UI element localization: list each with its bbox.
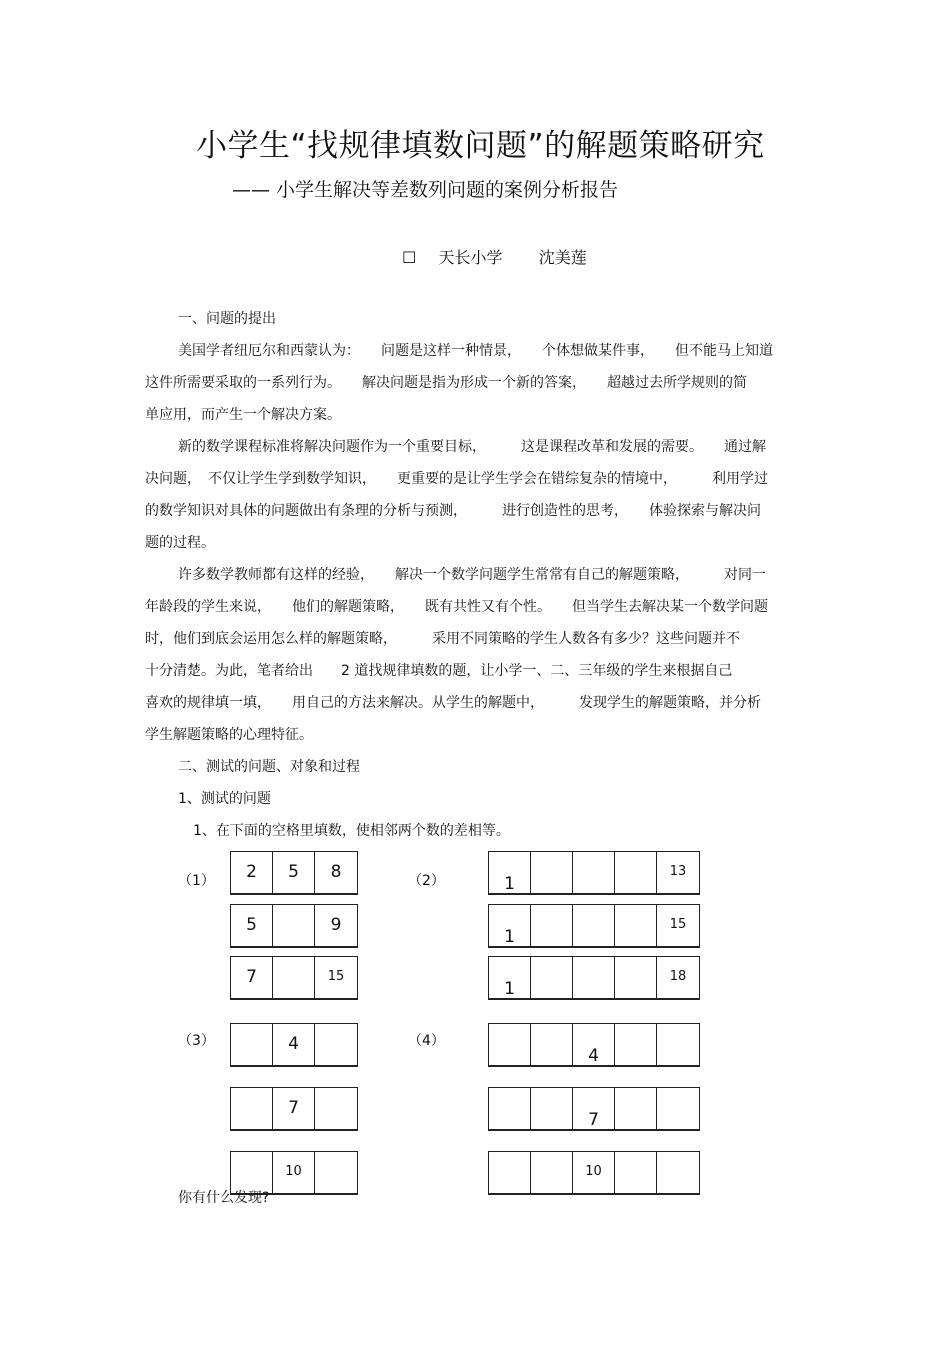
grid-cell[interactable] bbox=[531, 957, 573, 998]
number-grid bbox=[230, 1023, 358, 1067]
author-line bbox=[402, 245, 587, 268]
grid-cell[interactable] bbox=[489, 1152, 531, 1193]
paragraph-line: 的数学知识对具体的问题做出有条理的分析与预测， 进行创造性的思考， 体验探索与解决问 bbox=[145, 503, 761, 519]
author-name: 沈美莲 bbox=[538, 248, 587, 267]
paragraph-line: 时，他们到底会运用怎么样的解题策略， 采用不同策略的学生人数各有多少？这些问题并不 bbox=[145, 631, 740, 647]
question-text: 你有什么发现? bbox=[178, 1190, 270, 1206]
grid-cell[interactable] bbox=[315, 1088, 357, 1129]
paragraph-line: 决问题， 不仅让学生学到数学知识， 更重要的是让学生学会在错综复杂的情境中， 利用学过 bbox=[145, 471, 768, 487]
paragraph-line: 学生解题策略的心理特征。 bbox=[145, 727, 313, 743]
checkbox-icon: ☐ bbox=[402, 248, 417, 267]
grid-cell[interactable]: 1 bbox=[489, 957, 531, 998]
grid-cell[interactable] bbox=[657, 1024, 699, 1065]
grid-cell[interactable] bbox=[615, 1024, 657, 1065]
paragraph-line: 新的数学课程标准将解决问题作为一个重要目标， 这是课程改革和发展的需要。 通过解 bbox=[178, 439, 766, 455]
grid-cell[interactable] bbox=[657, 1088, 699, 1129]
grid-cell[interactable]: 7 bbox=[231, 957, 273, 998]
problem-instruction: 1、在下面的空格里填数，使相邻两个数的差相等。 bbox=[193, 823, 510, 839]
grid-cell[interactable] bbox=[489, 1024, 531, 1065]
grid-cell[interactable]: 5 bbox=[231, 905, 273, 946]
grid-cell[interactable] bbox=[231, 1088, 273, 1129]
grid-cell[interactable] bbox=[231, 1152, 273, 1193]
grid-cell[interactable]: 15 bbox=[327, 969, 345, 984]
grid-cell[interactable]: 5 bbox=[273, 852, 315, 893]
grid-cell[interactable]: 18 bbox=[669, 969, 687, 984]
paragraph-line: 喜欢的规律填一填， 用自己的方法来解决。从学生的解题中， 发现学生的解题策略，并分析 bbox=[145, 695, 761, 711]
grid-cell[interactable] bbox=[531, 905, 573, 946]
paragraph-line: 这件所需要采取的一系列行为。 解决问题是指为形成一个新的答案， 超越过去所学规则的简 bbox=[145, 375, 747, 391]
section-heading-1: 一、问题的提出 bbox=[178, 311, 276, 327]
grid-cell[interactable]: 10 bbox=[573, 1152, 615, 1193]
grid-cell[interactable] bbox=[573, 957, 615, 998]
problem-label-1: （1） bbox=[178, 873, 215, 889]
number-grid bbox=[488, 904, 700, 948]
number-grid bbox=[488, 1087, 700, 1131]
grid-cell[interactable]: 4 bbox=[273, 1024, 315, 1065]
grid-cell[interactable] bbox=[531, 1024, 573, 1065]
problem-label-3: （3） bbox=[178, 1033, 215, 1049]
number-grid bbox=[488, 1023, 700, 1067]
grid-cell[interactable] bbox=[573, 852, 615, 893]
grid-cell[interactable]: 1 bbox=[489, 905, 531, 946]
grid-cell[interactable] bbox=[531, 1088, 573, 1129]
grid-cell[interactable] bbox=[615, 957, 657, 998]
grid-cell[interactable] bbox=[231, 1024, 273, 1065]
paragraph-line: 美国学者纽厄尔和西蒙认为： 问题是这样一种情景， 个体想做某件事， 但不能马上知道 bbox=[178, 343, 773, 359]
number-grid bbox=[230, 1087, 358, 1131]
grid-cell[interactable] bbox=[273, 957, 315, 998]
grid-cell[interactable]: 1 bbox=[489, 852, 531, 893]
paragraph-line: 题的过程。 bbox=[145, 535, 215, 551]
paragraph-line: 年龄段的学生来说， 他们的解题策略， 既有共性又有个性。 但当学生去解决某一个数学问题 bbox=[145, 599, 768, 615]
grid-cell[interactable]: 9 bbox=[330, 915, 342, 935]
grid-cell[interactable] bbox=[273, 905, 315, 946]
paragraph-line: 单应用，而产生一个解决方案。 bbox=[145, 407, 341, 423]
problem-label-4: （4） bbox=[408, 1033, 445, 1049]
problem-label-2: （2） bbox=[408, 873, 445, 889]
grid-cell[interactable]: 4 bbox=[573, 1024, 615, 1065]
grid-cell[interactable] bbox=[531, 1152, 573, 1193]
grid-cell[interactable] bbox=[315, 1024, 357, 1065]
document-subtitle: —— 小学生解决等差数列问题的案例分析报告 bbox=[232, 179, 619, 201]
number-grid bbox=[230, 904, 358, 948]
author-school: 天长小学 bbox=[438, 248, 503, 267]
number-grid bbox=[488, 1151, 700, 1195]
number-grid bbox=[488, 851, 700, 895]
grid-cell[interactable]: 15 bbox=[669, 917, 687, 932]
grid-cell[interactable]: 7 bbox=[273, 1088, 315, 1129]
grid-cell[interactable] bbox=[657, 1152, 699, 1193]
grid-cell[interactable]: 13 bbox=[669, 864, 687, 879]
grid-cell[interactable]: 7 bbox=[573, 1088, 615, 1129]
grid-cell[interactable] bbox=[489, 1088, 531, 1129]
document-title: 小学生“找规律填数问题”的解题策略研究 bbox=[196, 128, 765, 164]
grid-cell[interactable] bbox=[315, 1152, 357, 1193]
paragraph-line: 十分清楚。为此，笔者给出 2 道找规律填数的题，让小学一、二、三年级的学生来根据自己 bbox=[145, 663, 733, 679]
section-heading-2: 二、测试的问题、对象和过程 bbox=[178, 759, 360, 775]
grid-cell[interactable] bbox=[615, 905, 657, 946]
grid-cell[interactable] bbox=[615, 852, 657, 893]
grid-cell[interactable]: 10 bbox=[273, 1152, 315, 1193]
number-grid bbox=[230, 851, 358, 895]
paragraph-line: 许多数学教师都有这样的经验， 解决一个数学问题学生常常有自己的解题策略， 对同一 bbox=[178, 567, 766, 583]
grid-cell[interactable]: 2 bbox=[231, 852, 273, 893]
grid-cell[interactable] bbox=[615, 1152, 657, 1193]
grid-cell[interactable] bbox=[573, 905, 615, 946]
grid-cell[interactable] bbox=[531, 852, 573, 893]
subsection-heading: 1、测试的问题 bbox=[178, 791, 271, 807]
number-grid bbox=[488, 956, 700, 1000]
grid-cell[interactable]: 8 bbox=[330, 862, 342, 882]
number-grid bbox=[230, 956, 358, 1000]
grid-cell[interactable] bbox=[615, 1088, 657, 1129]
